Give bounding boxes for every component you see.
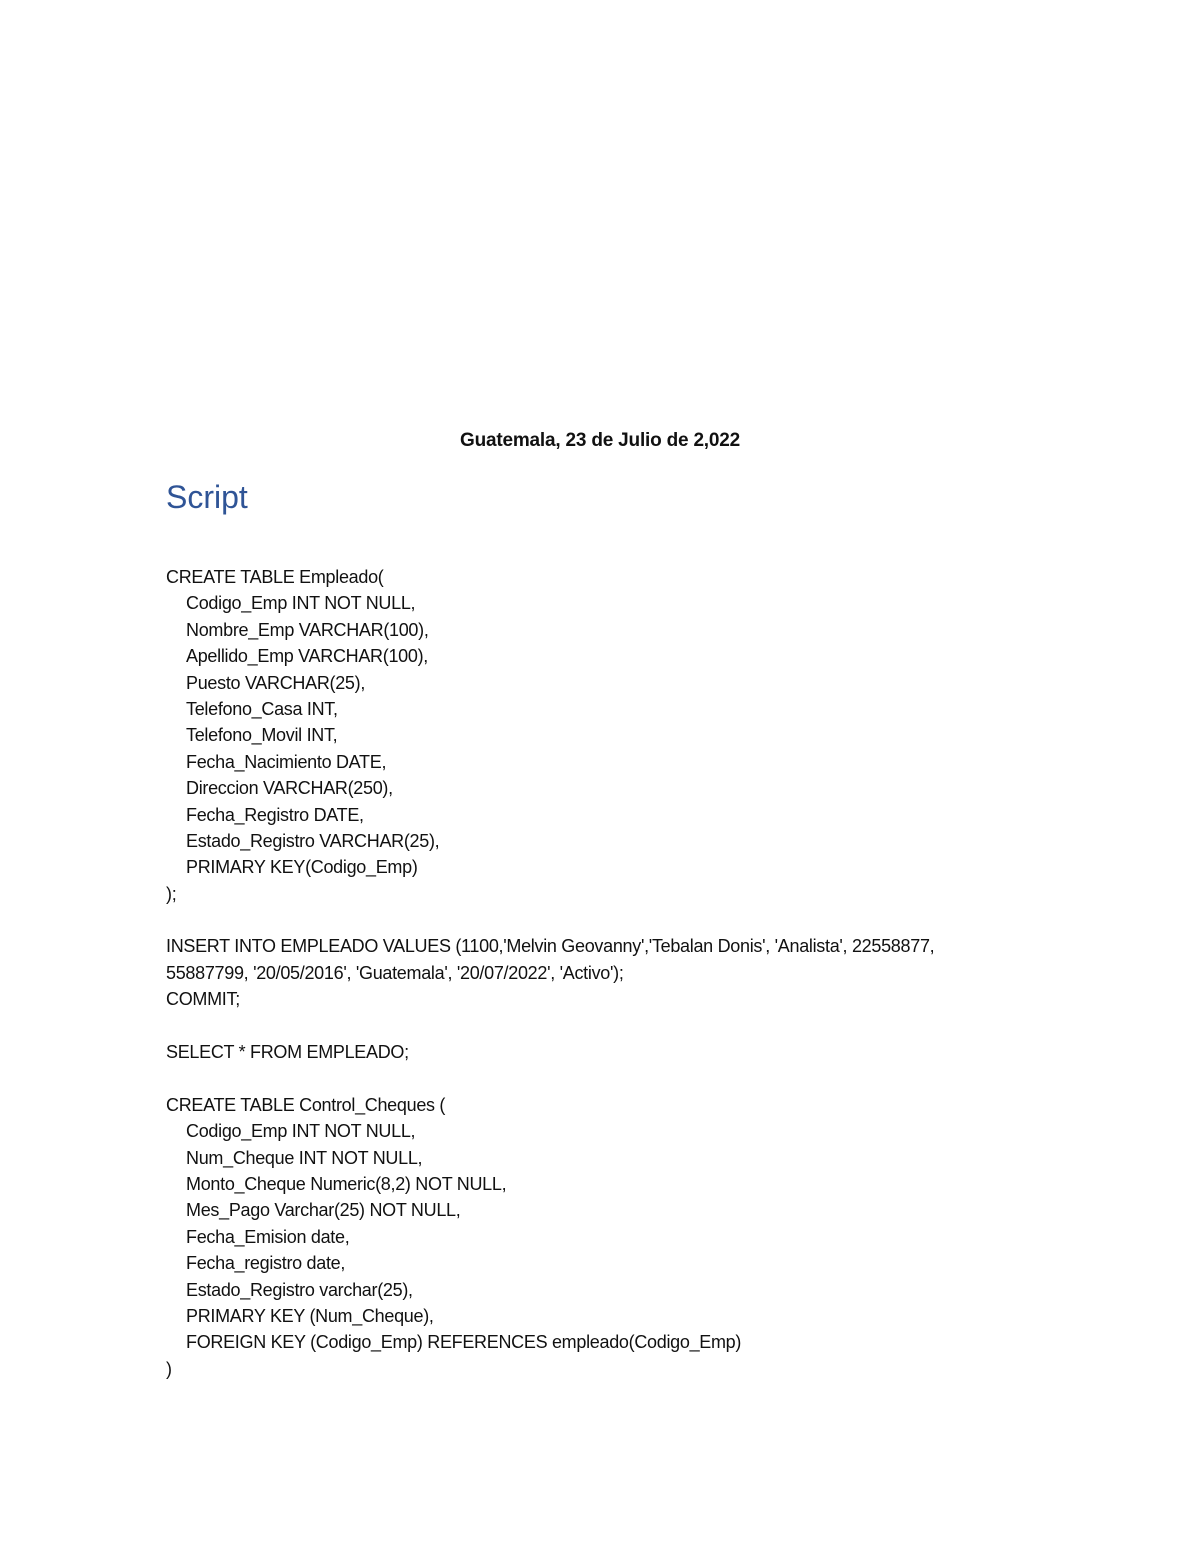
code-line: COMMIT;: [166, 989, 240, 1010]
code-line: Mes_Pago Varchar(25) NOT NULL,: [186, 1200, 461, 1221]
date-line: Guatemala, 23 de Julio de 2,022: [460, 430, 740, 451]
code-line: Estado_Registro VARCHAR(25),: [186, 830, 440, 851]
code-line: Direccion VARCHAR(250),: [186, 778, 393, 799]
blank-line: [166, 907, 1066, 933]
code-line: Nombre_Emp VARCHAR(100),: [186, 619, 429, 640]
code-line: Puesto VARCHAR(25),: [186, 672, 366, 693]
code-line: Apellido_Emp VARCHAR(100),: [186, 646, 428, 667]
code-line: CREATE TABLE Empleado(: [166, 567, 384, 587]
code-line: Codigo_Emp INT NOT NULL,: [186, 593, 416, 614]
code-line: SELECT * FROM EMPLEADO;: [166, 1042, 409, 1063]
code-line: ): [166, 1358, 172, 1379]
sql-script-block: [166, 564, 1066, 1382]
code-line: );: [166, 883, 177, 904]
code-line: Fecha_Nacimiento DATE,: [186, 751, 387, 772]
code-line: PRIMARY KEY(Codigo_Emp): [186, 857, 418, 878]
section-heading: Script: [166, 479, 248, 515]
blank-line: [166, 1013, 1066, 1039]
code-line: Fecha_Emision date,: [186, 1226, 350, 1247]
code-line: Estado_Registro varchar(25),: [186, 1279, 413, 1300]
code-line: Codigo_Emp INT NOT NULL,: [186, 1121, 416, 1142]
blank-line: [166, 1065, 1066, 1091]
code-line: Monto_Cheque Numeric(8,2) NOT NULL,: [186, 1173, 507, 1194]
code-line: Telefono_Casa INT,: [186, 698, 338, 719]
code-line: 55887799, '20/05/2016', 'Guatemala', '20/07/2022', 'Activo');: [166, 962, 624, 983]
code-line: PRIMARY KEY (Num_Cheque),: [186, 1305, 434, 1326]
code-line: INSERT INTO EMPLEADO VALUES (1100,'Melvin Geovanny','Tebalan Donis', 'Analista', 22558877,: [166, 936, 935, 957]
code-line: CREATE TABLE Control_Cheques (: [166, 1094, 446, 1115]
code-line: Fecha_Registro DATE,: [186, 804, 364, 825]
code-line: Telefono_Movil INT,: [186, 725, 338, 746]
code-line: FOREIGN KEY (Codigo_Emp) REFERENCES empleado(Codigo_Emp): [186, 1332, 742, 1353]
code-line: Fecha_registro date,: [186, 1253, 346, 1274]
code-line: Num_Cheque INT NOT NULL,: [186, 1147, 423, 1168]
